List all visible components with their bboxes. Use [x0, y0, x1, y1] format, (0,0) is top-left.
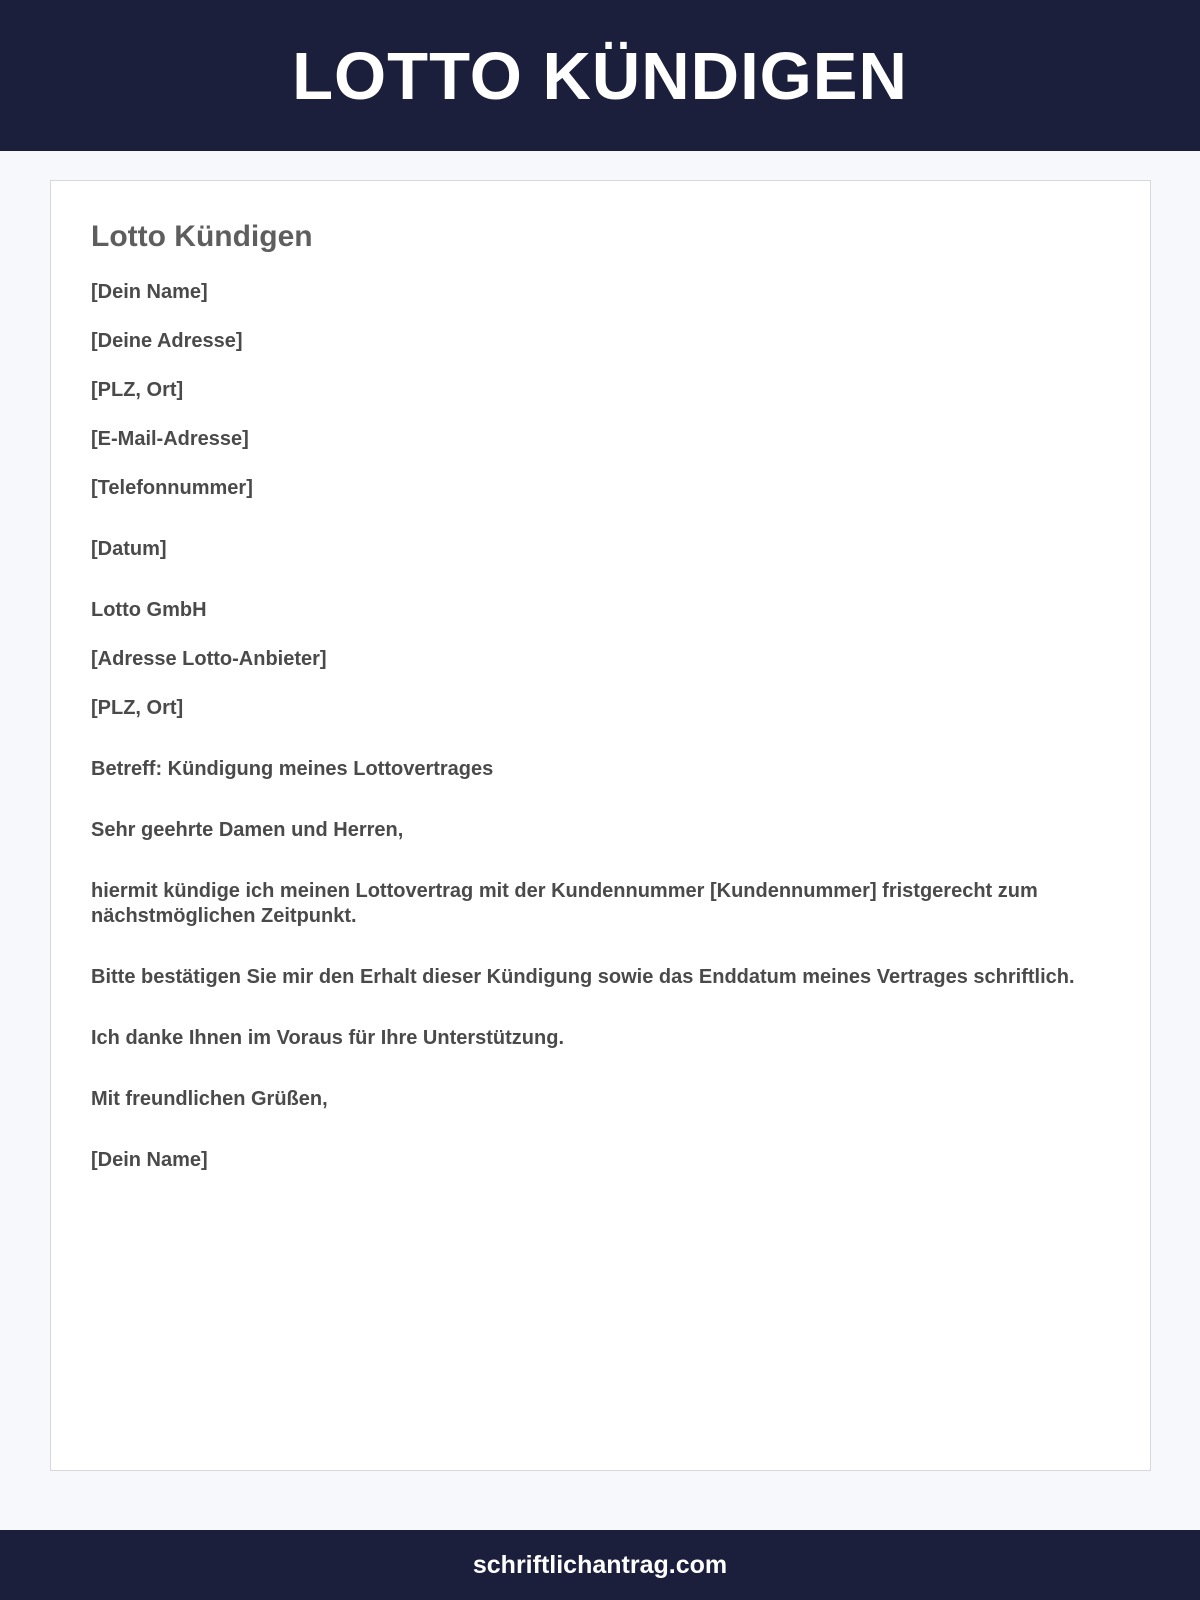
- recipient-company: Lotto GmbH: [91, 599, 207, 621]
- sender-address: [Deine Adresse]: [91, 330, 243, 352]
- letter-subject: Betreff: Kündigung meines Lottovertrages: [91, 758, 494, 780]
- sender-name: [Dein Name]: [91, 281, 208, 303]
- page-title: LOTTO KÜNDIGEN: [292, 39, 908, 114]
- body-paragraph: Ich danke Ihnen im Voraus für Ihre Unterstützung.: [91, 1027, 565, 1049]
- header-banner: [0, 0, 1200, 151]
- recipient-city: [PLZ, Ort]: [91, 697, 184, 719]
- body-paragraph: hiermit kündige ich meinen Lottovertrag mit der Kundennummer [Kundennummer] fristgerecht zum nächstmöglichen Zeitpunkt.: [91, 880, 1038, 927]
- letter-date: [Datum]: [91, 538, 167, 560]
- letter-signature: [Dein Name]: [91, 1149, 208, 1171]
- recipient-address: [Adresse Lotto-Anbieter]: [91, 648, 327, 670]
- sender-email: [E-Mail-Adresse]: [91, 428, 249, 450]
- letter-paper: [50, 180, 1151, 1471]
- footer-bar: [0, 1530, 1200, 1600]
- footer-site: schriftlichantrag.com: [472, 1550, 728, 1579]
- sender-city: [PLZ, Ort]: [91, 379, 184, 401]
- letter-salutation: Sehr geehrte Damen und Herren,: [91, 819, 404, 841]
- letter-heading: Lotto Kündigen: [91, 220, 313, 253]
- sender-phone: [Telefonnummer]: [91, 477, 253, 499]
- letter-closing: Mit freundlichen Grüßen,: [91, 1088, 328, 1110]
- body-paragraph: Bitte bestätigen Sie mir den Erhalt dieser Kündigung sowie das Enddatum meines Vertrages schriftlich.: [91, 966, 1075, 988]
